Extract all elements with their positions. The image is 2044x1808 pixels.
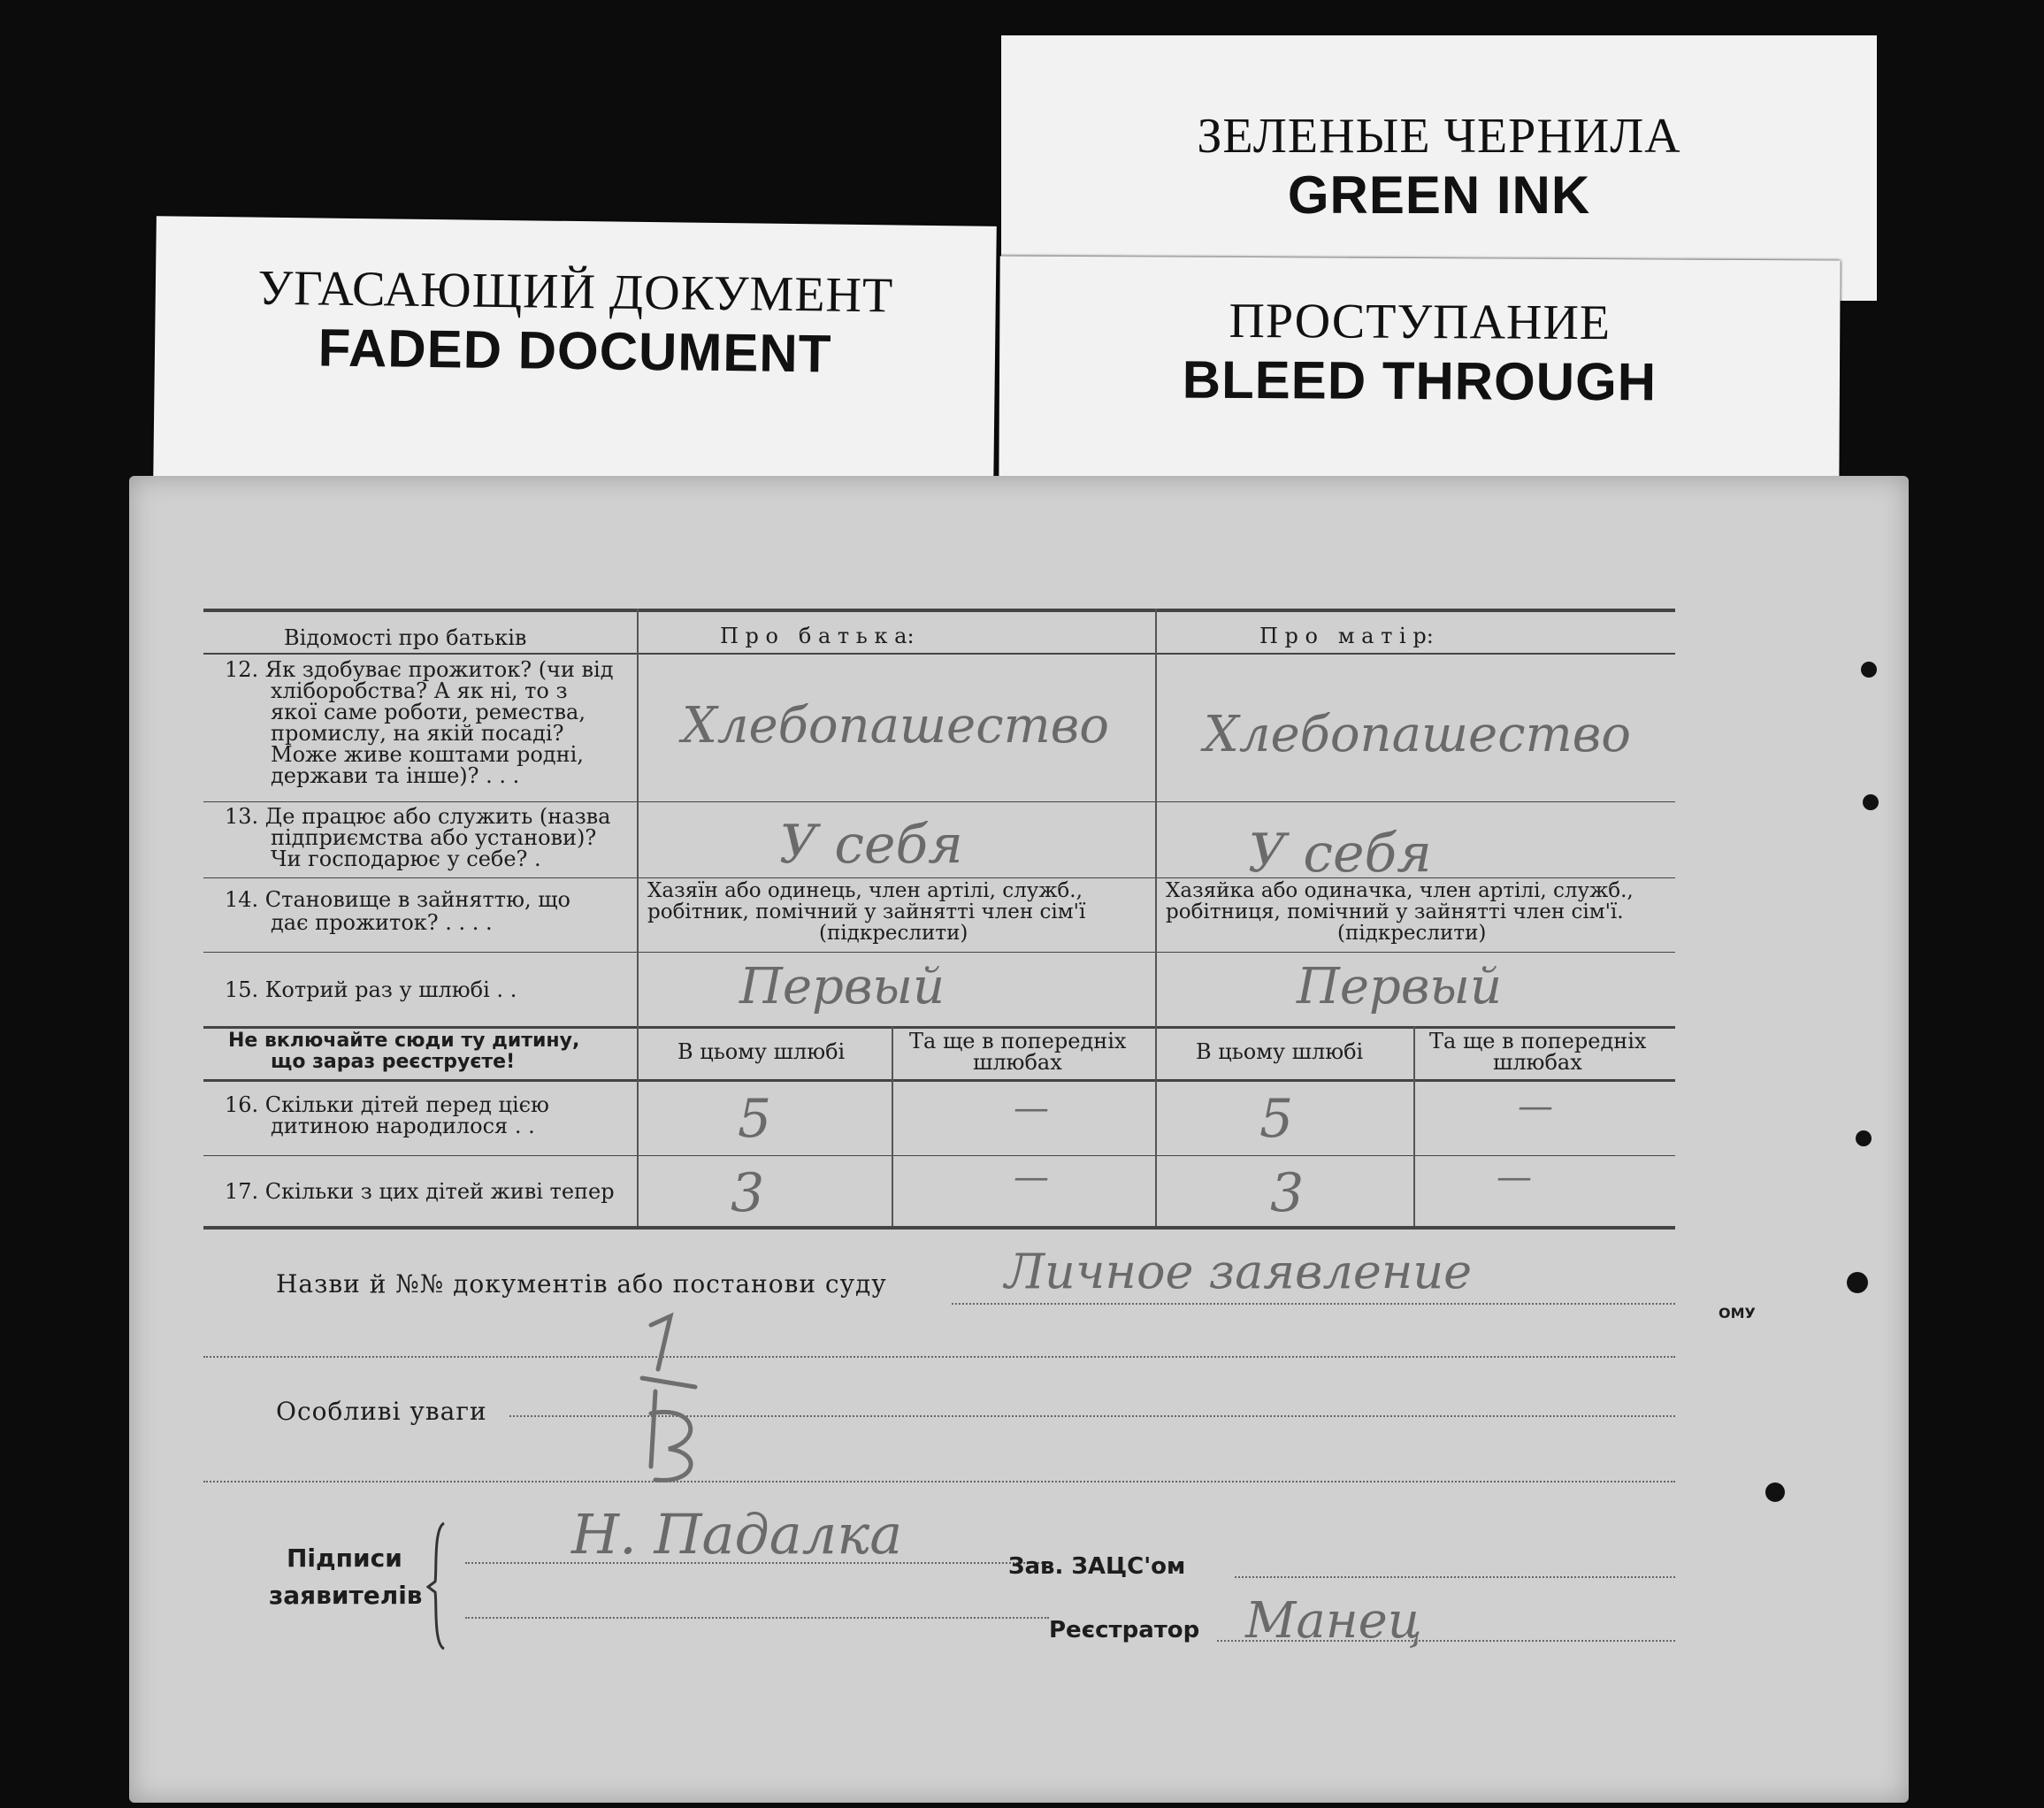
binder-hole — [1861, 662, 1877, 678]
column-divider — [1155, 609, 1157, 1226]
documents-handwriting: Личное заявление — [1005, 1244, 1473, 1299]
row12-father-handwriting: Хлебопашество — [682, 697, 1109, 755]
documents-dotted-line — [203, 1356, 1675, 1358]
signatures-brace — [426, 1520, 453, 1652]
notes-dotted-line — [203, 1481, 1675, 1482]
tag-green-en: GREEN INK — [1287, 165, 1591, 225]
row14-line: дає прожиток? . . . . — [271, 910, 493, 935]
column-divider — [1413, 1026, 1415, 1226]
row16-mother-prev: — — [1518, 1086, 1553, 1127]
tag-faded-en: FADED DOCUMENT — [318, 318, 832, 384]
signatures-label-line: заявителів — [269, 1581, 423, 1610]
row16-line: 16. Скільки дітей перед цією — [225, 1092, 549, 1117]
notes-scribble-mark — [616, 1307, 722, 1493]
row13-line: Чи господарює у себе? . — [271, 847, 541, 871]
binder-hole — [1863, 794, 1879, 810]
row15-father-handwriting: Первый — [739, 958, 945, 1015]
row13-line: підприємства або установи)? — [271, 825, 597, 850]
registration-form-sheet — [129, 476, 1909, 1803]
row-rule — [203, 801, 1675, 802]
faded-document-tag — [153, 216, 997, 492]
head-of-registry-label: Зав. ЗАЦС'ом — [1008, 1553, 1186, 1580]
row14-mother-line: робітниця, помічний у зайнятті член сім'ї. — [1166, 900, 1624, 923]
documents-dotted-line — [952, 1303, 1675, 1305]
binder-hole — [1765, 1482, 1785, 1502]
registrar-signature-handwriting: Манец — [1245, 1592, 1422, 1650]
row12-mother-handwriting: Хлебопашество — [1204, 706, 1631, 763]
row13-line: 13. Де працює або служить (назва — [225, 804, 611, 829]
registrar-dotted-line — [1217, 1640, 1675, 1642]
column-divider — [637, 609, 639, 1226]
father-prev-marriages-header: Та ще в попередніх — [909, 1029, 1127, 1053]
documents-label: Назви й №№ документів або постанови суду — [276, 1269, 887, 1299]
header-rule — [203, 653, 1675, 655]
row16-line: дитиною народилося . . — [271, 1114, 535, 1138]
mother-this-marriage-header: В цьому шлюбі — [1196, 1039, 1364, 1064]
row-rule — [203, 1079, 1675, 1082]
row-rule — [203, 952, 1675, 953]
subheader-label-line: Не включайте сюди ту дитину, — [228, 1030, 580, 1052]
row12-line: 12. Як здобуває прожиток? (чи від — [225, 657, 614, 682]
father-this-marriage-header: В цьому шлюбі — [678, 1039, 846, 1064]
row16-father-prev: — — [1014, 1088, 1049, 1129]
row14-line: 14. Становище в зайняттю, що — [225, 887, 570, 912]
margin-mark: ОМУ — [1719, 1305, 1756, 1322]
row17-label: 17. Скільки з цих дітей живі тепер — [225, 1179, 615, 1204]
tag-bleed-en: BLEED THROUGH — [1182, 349, 1657, 412]
applicant-signature-handwriting: Н. Падалка — [571, 1502, 903, 1567]
mother-prev-marriages-header: шлюбах — [1493, 1050, 1582, 1075]
signatures-label-line: Підписи — [287, 1544, 402, 1573]
row13-father-handwriting: У себя — [779, 814, 963, 876]
row17-father-prev: — — [1014, 1157, 1049, 1198]
tag-bleed-ru: ПРОСТУПАНИЕ — [1229, 293, 1611, 351]
row-rule — [203, 877, 1675, 878]
binder-hole — [1856, 1130, 1872, 1146]
row14-father-line: Хазяїн або одинець, член артілі, служб., — [647, 879, 1083, 902]
header-mother: П р о м а т і р: — [1259, 624, 1434, 648]
signature-dotted-line — [465, 1617, 1049, 1619]
row12-line: Може живе коштами родні, — [271, 742, 584, 767]
row15-label: 15. Котрий раз у шлюбі . . — [225, 977, 517, 1002]
row14-mother-line: Хазяйка або одиначка, член артілі, служб., — [1166, 879, 1634, 902]
row14-father-line: робітник, помічний у зайнятті член сім'ї — [647, 900, 1086, 923]
header-col0: Відомості про батьків — [284, 625, 527, 650]
subheader-label-line: що зараз реєструєте! — [271, 1051, 516, 1073]
binder-hole — [1847, 1272, 1868, 1293]
row13-mother-handwriting: У себя — [1248, 823, 1432, 885]
notes-label: Особливі уваги — [276, 1397, 487, 1426]
table-top-rule — [203, 609, 1675, 612]
row12-line: хліборобства? А як ні, то з — [271, 678, 568, 703]
row17-mother-prev: — — [1497, 1157, 1532, 1198]
row12-line: промислу, на якій посаді? — [271, 721, 564, 746]
row16-father-this: 5 — [738, 1088, 772, 1150]
head-of-registry-dotted-line — [1235, 1576, 1675, 1578]
tag-faded-ru: УГАСАЮЩИЙ ДОКУМЕНТ — [257, 260, 894, 324]
bleed-through-tag — [999, 257, 1840, 491]
row17-father-this: 3 — [731, 1162, 765, 1224]
registrar-label: Реєстратор — [1049, 1617, 1200, 1643]
row12-line: якої саме роботи, ремества, — [271, 700, 586, 724]
row14-father-line: (підкреслити) — [819, 922, 968, 945]
header-father: П р о б а т ь к а: — [720, 624, 915, 648]
row17-mother-this: 3 — [1270, 1162, 1305, 1224]
table-bottom-rule — [203, 1226, 1675, 1230]
row14-mother-line: (підкреслити) — [1337, 922, 1487, 945]
row12-line: держави та інше)? . . . — [271, 763, 520, 788]
mother-prev-marriages-header: Та ще в попередніх — [1429, 1029, 1647, 1053]
father-prev-marriages-header: шлюбах — [973, 1050, 1062, 1075]
row16-mother-this: 5 — [1259, 1088, 1294, 1150]
row15-mother-handwriting: Первый — [1297, 958, 1503, 1015]
column-divider — [892, 1026, 893, 1226]
tag-green-ru: ЗЕЛЕНЫЕ ЧЕРНИЛА — [1197, 109, 1681, 164]
signature-dotted-line — [465, 1562, 1049, 1564]
row-rule — [203, 1155, 1675, 1156]
